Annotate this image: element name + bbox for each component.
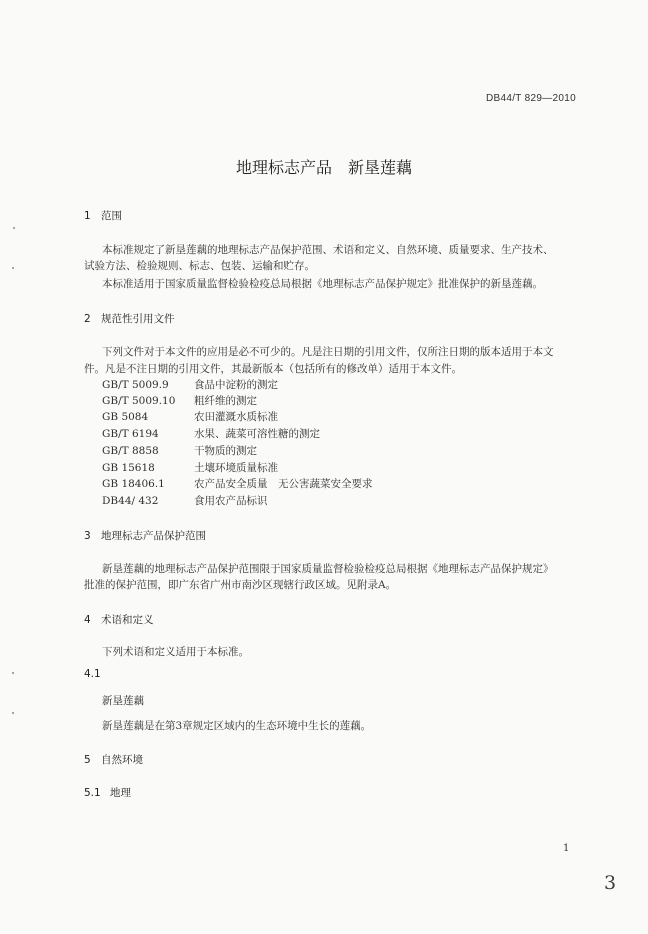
section-5-1-heading: [84, 785, 131, 800]
section-2-heading: [84, 311, 175, 326]
reference-name: 食用农产品标识: [194, 495, 268, 507]
reference-code: GB/T 5009.10: [102, 395, 176, 407]
section-number: 5.1: [84, 787, 101, 799]
section-title: 地理: [110, 787, 131, 799]
section-4-heading: [84, 612, 154, 627]
reference-item: [102, 393, 257, 408]
reference-name: 水果、蔬菜可溶性糖的测定: [194, 428, 320, 440]
section-3-heading: [84, 528, 206, 543]
reference-item: [102, 493, 268, 508]
corner-page-number: 3: [604, 872, 617, 894]
section-number: 1: [84, 210, 91, 222]
paragraph: 件。凡是不注日期的引用文件，其最新版本（包括所有的修改单）适用于本文件。: [84, 363, 462, 375]
scan-speck: [12, 672, 14, 674]
page-title: 地理标志产品 新垦莲藕: [235, 158, 412, 177]
paragraph: 下列文件对于本文件的应用是必不可少的。凡是注日期的引用文件，仅所注日期的版本适用于本文: [102, 346, 554, 358]
reference-code: GB 5084: [102, 411, 149, 423]
standard-code: DB44/T 829—2010: [486, 93, 576, 104]
reference-name: 食品中淀粉的测定: [194, 379, 278, 391]
term-definition: 新垦莲藕是在第3章规定区域内的生态环境中生长的莲藕。: [102, 720, 372, 732]
section-title: 术语和定义: [101, 614, 154, 626]
scan-speck: [12, 712, 14, 714]
scan-speck: [13, 227, 15, 229]
paragraph: 本标准适用于国家质量监督检验检疫总局根据《地理标志产品保护规定》批准保护的新垦莲藕。: [102, 278, 543, 290]
reference-code: GB/T 6194: [102, 428, 159, 440]
reference-code: GB 18406.1: [102, 478, 165, 490]
section-title: 自然环境: [101, 754, 143, 766]
paragraph: 本标准规定了新垦莲藕的地理标志产品保护范围、术语和定义、自然环境、质量要求、生产技术、: [102, 244, 554, 256]
paragraph: 试验方法、检验规则、标志、包装、运输和贮存。: [84, 260, 315, 272]
reference-item: [102, 476, 373, 491]
section-number: 4: [84, 614, 91, 626]
reference-code: DB44/ 432: [102, 495, 159, 507]
reference-code: GB/T 8858: [102, 445, 159, 457]
section-title: 地理标志产品保护范围: [101, 530, 206, 542]
section-5-heading: [84, 752, 143, 767]
section-4-1-heading: [84, 668, 101, 680]
reference-item: [102, 377, 278, 392]
page-number: 1: [563, 843, 570, 854]
reference-item: [102, 426, 320, 441]
reference-name: 农田灌溉水质标准: [194, 411, 278, 423]
section-number: 4.1: [84, 668, 101, 680]
reference-name: 农产品安全质量 无公害蔬菜安全要求: [194, 478, 373, 490]
term-name: 新垦莲藕: [102, 695, 144, 707]
paragraph: 下列术语和定义适用于本标准。: [102, 646, 249, 658]
reference-item: [102, 443, 257, 458]
reference-code: GB 15618: [102, 462, 155, 474]
reference-name: 土壤环境质量标准: [194, 462, 278, 474]
section-number: 2: [84, 313, 91, 325]
section-title: 范围: [101, 210, 122, 222]
section-1-heading: [84, 208, 122, 223]
section-number: 3: [84, 530, 91, 542]
section-number: 5: [84, 754, 91, 766]
reference-code: GB/T 5009.9: [102, 379, 169, 391]
section-title: 规范性引用文件: [101, 313, 175, 325]
reference-name: 干物质的测定: [194, 445, 257, 457]
paragraph: 新垦莲藕的地理标志产品保护范围限于国家质量监督检验检疫总局根据《地理标志产品保护规定》: [102, 563, 554, 575]
reference-item: [102, 409, 278, 424]
scan-speck: [12, 267, 14, 269]
reference-name: 粗纤维的测定: [194, 395, 257, 407]
reference-item: [102, 460, 278, 475]
paragraph: 批准的保护范围，即广东省广州市南沙区现辖行政区域。见附录A。: [84, 579, 397, 591]
